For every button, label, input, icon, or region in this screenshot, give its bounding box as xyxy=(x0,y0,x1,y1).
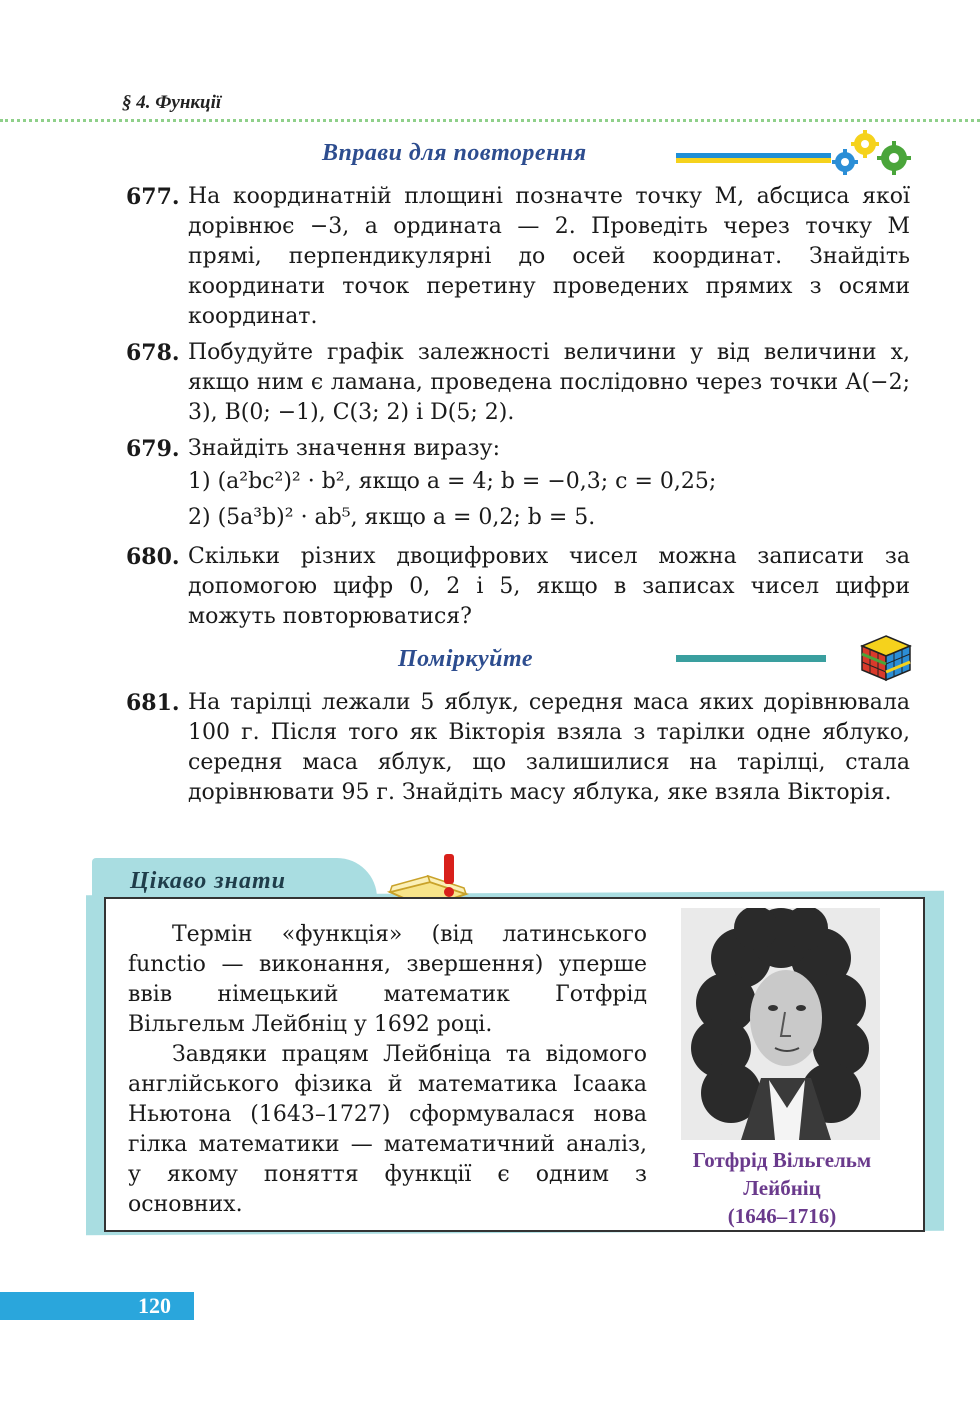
problem-681 xyxy=(126,688,910,808)
problem-678 xyxy=(126,338,910,428)
header-divider xyxy=(0,119,980,122)
info-paragraph-2: Завдяки працям Лейбніца та відомого англійського фізика й математика Ісаака Ньютона (1643–1727) сформувалася нова гілка математики — математичний аналіз, у якому поняття функції є одним з основних. xyxy=(128,1042,647,1217)
expression-2: 2) (5a³b)² · ab⁵, якщо a = 0,2; b = 5. xyxy=(188,505,596,530)
info-box-title: Цікаво знати xyxy=(130,868,287,894)
section-title-think: Поміркуйте xyxy=(398,646,534,672)
problem-679 xyxy=(126,434,910,464)
leibniz-portrait-drawing xyxy=(681,908,880,1140)
problem-number: 679. xyxy=(126,436,180,462)
problem-number: 678. xyxy=(126,340,180,366)
caption-line-1: Готфрід Вільгельм xyxy=(692,1148,872,1172)
expression-1: 1) (a²bc²)² · b², якщо a = 4; b = −0,3; c = 0,25; xyxy=(188,469,717,494)
title-bar-teal xyxy=(676,655,826,662)
problem-text: Знайдіть значення виразу: xyxy=(188,436,501,461)
problem-number: 680. xyxy=(126,544,180,570)
portrait-caption xyxy=(672,1146,892,1230)
problem-text: Скільки різних двоцифрових чисел можна записати за допомогою цифр 0, 2 і 5, якщо в записах чисел цифри можуть повторюватися? xyxy=(188,544,910,629)
gears-icon xyxy=(828,128,914,180)
section-title-review: Вправи для повторення xyxy=(322,140,587,166)
caption-line-2: Лейбніц xyxy=(743,1176,821,1200)
problem-677 xyxy=(126,182,910,332)
title-bar-yellow xyxy=(676,158,831,163)
problem-text: На тарілці лежали 5 яблук, середня маса яких дорівнювала 100 г. Після того як Вікторія взяла з тарілки одне яблуко, середня маса яблук, що залишилися на тарілці, стала дорівнювати 95 г. Знайдіть масу яблука, яке взяла Вікторія. xyxy=(188,690,910,805)
page-number: 120 xyxy=(138,1293,171,1318)
rubiks-cube-icon xyxy=(860,634,912,682)
problem-680 xyxy=(126,542,910,632)
caption-line-3: (1646–1716) xyxy=(727,1204,837,1228)
problem-number: 681. xyxy=(126,690,180,716)
info-box-text xyxy=(128,920,647,1220)
portrait-image xyxy=(681,908,880,1140)
info-paragraph-1: Термін «функція» (від латинського functio — виконання, звершення) уперше ввів німецький математик Готфрід Вільгельм Лейбніц у 1692 році. xyxy=(128,922,647,1037)
problem-number: 677. xyxy=(126,184,180,210)
running-head: § 4. Функції xyxy=(122,92,222,113)
problem-text: На координатній площині позначте точку M, абсциса якої дорівнює −3, а ордината — 2. Проведіть через точку M прямі, перпендикулярні до осей координат. Знайдіть координати точок перетину проведених прямих з осями координат. xyxy=(188,184,910,329)
problem-text: Побудуйте графік залежності величини y від величини x, якщо ним є ламана, проведена послідовно через точки A(−2; 3), B(0; −1), C(3; 2) і D(5; 2). xyxy=(188,340,910,425)
